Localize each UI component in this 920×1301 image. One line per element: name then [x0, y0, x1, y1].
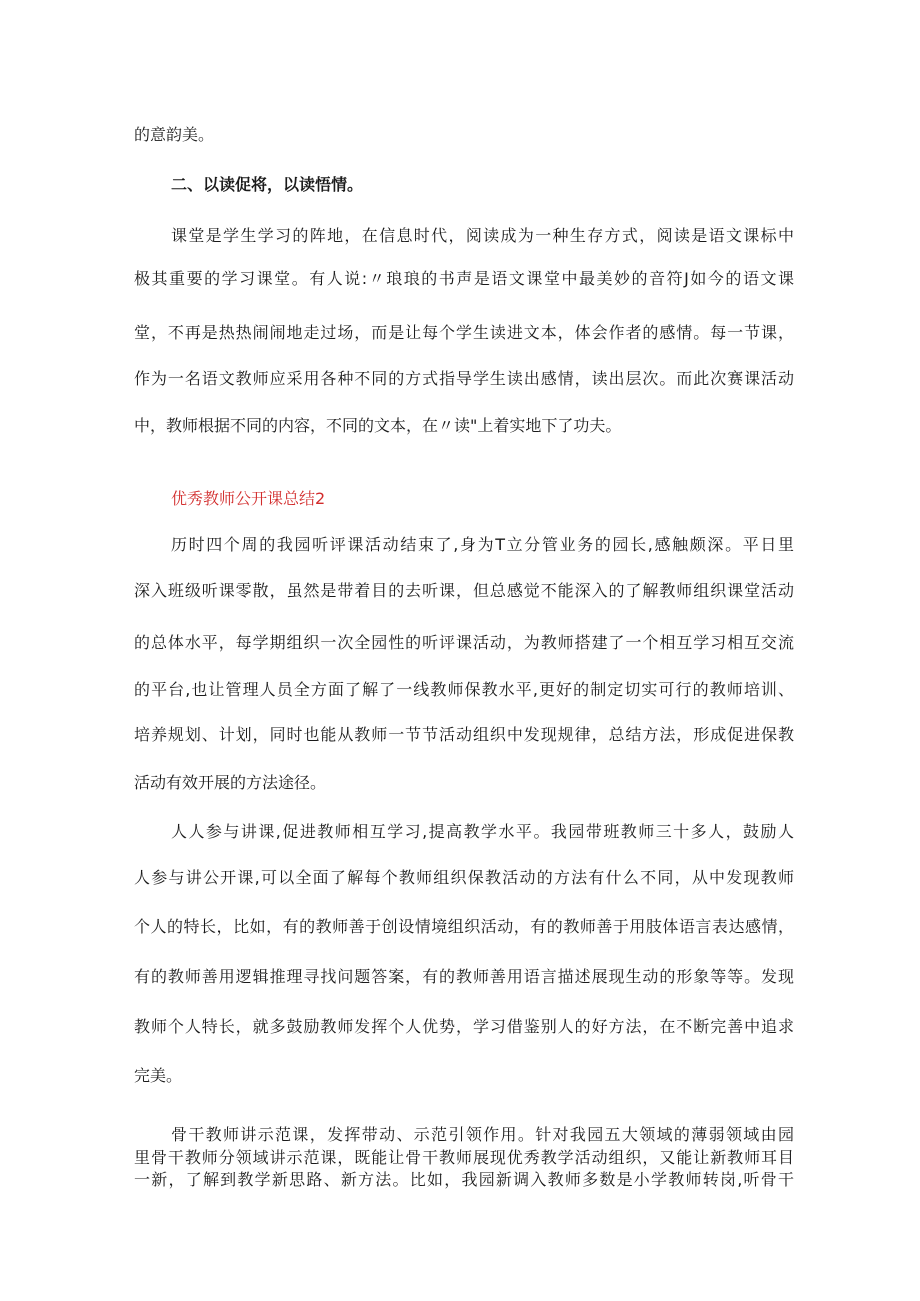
text-line: 极其重要的学习课堂。有人说:〃琅琅的书声是语文课堂中最美妙的音符J如今的语文课	[134, 269, 794, 288]
text-line: 教师个人特长，就多鼓励教师发挥个人优势，学习借鉴别人的好方法，在不断完善中追求	[134, 1017, 794, 1036]
paragraph-first-line: 历时四个周的我园听评课活动结束了,身为T立分管业务的园长,感触颇深。平日里	[171, 535, 794, 554]
text-line: 有的教师善用逻辑推理寻找问题答案，有的教师善用语言描述展现生动的形象等等。发现	[134, 967, 794, 986]
text-line: 深入班级听课零散，虽然是带着目的去听课，但总感觉不能深入的了解教师组织课堂活动	[134, 581, 794, 600]
text-line: 的平台,也让管理人员全方面了解了一线教师保教水平,更好的制定切实可行的教师培训、	[134, 680, 794, 699]
paragraph-first-line: 课堂是学生学习的阵地，在信息时代，阅读成为一种生存方式，阅读是语文课标中	[171, 226, 794, 245]
section-heading: 二、以读促将，以读悟情。	[171, 175, 364, 194]
article-title: 优秀教师公开课总结2	[171, 489, 326, 508]
text-line: 的意韵美。	[134, 125, 215, 144]
text-line: 作为一名语文教师应采用各种不同的方式指导学生读出感情，读出层次。而此次赛课活动	[134, 369, 794, 388]
text-line: 堂，不再是热热闹闹地走过场，而是让每个学生读进文本，体会作者的感情。每一节课，	[134, 323, 794, 342]
paragraph-first-line: 骨干教师讲示范课，发挥带动、示范引领作用。针对我园五大领域的薄弱领域由园	[171, 1125, 794, 1144]
paragraph-first-line: 人人参与讲课,促进教师相互学习,提高教学水平。我园带班教师三十多人，鼓励人	[171, 822, 794, 841]
text-line: 里骨干教师分领域讲示范课，既能让骨干教师展现优秀教学活动组织，又能让新教师耳目	[134, 1148, 794, 1167]
text-line: 完美。	[134, 1066, 183, 1085]
text-line: 的总体水平，每学期组织一次全园性的听评课活动，为教师搭建了一个相互学习相互交流	[134, 633, 794, 652]
text-line: 活动有效开展的方法途径。	[134, 773, 327, 792]
text-line: 人参与讲公开课,可以全面了解每个教师组织保教活动的方法有什么不同，从中发现教师	[134, 868, 794, 887]
text-line: 一新，了解到教学新思路、新方法。比如，我园新调入教师多数是小学教师转岗,听骨干	[134, 1170, 794, 1189]
text-line: 培养规划、计划，同时也能从教师一节节活动组织中发现规律，总结方法，形成促进保教	[134, 725, 794, 744]
text-line: 中，教师根据不同的内容，不同的文本，在〃读"上着实地下了功夫。	[134, 416, 622, 435]
text-line: 个人的特长，比如，有的教师善于创设情境组织活动，有的教师善于用肢体语言表达感情，	[134, 917, 794, 936]
